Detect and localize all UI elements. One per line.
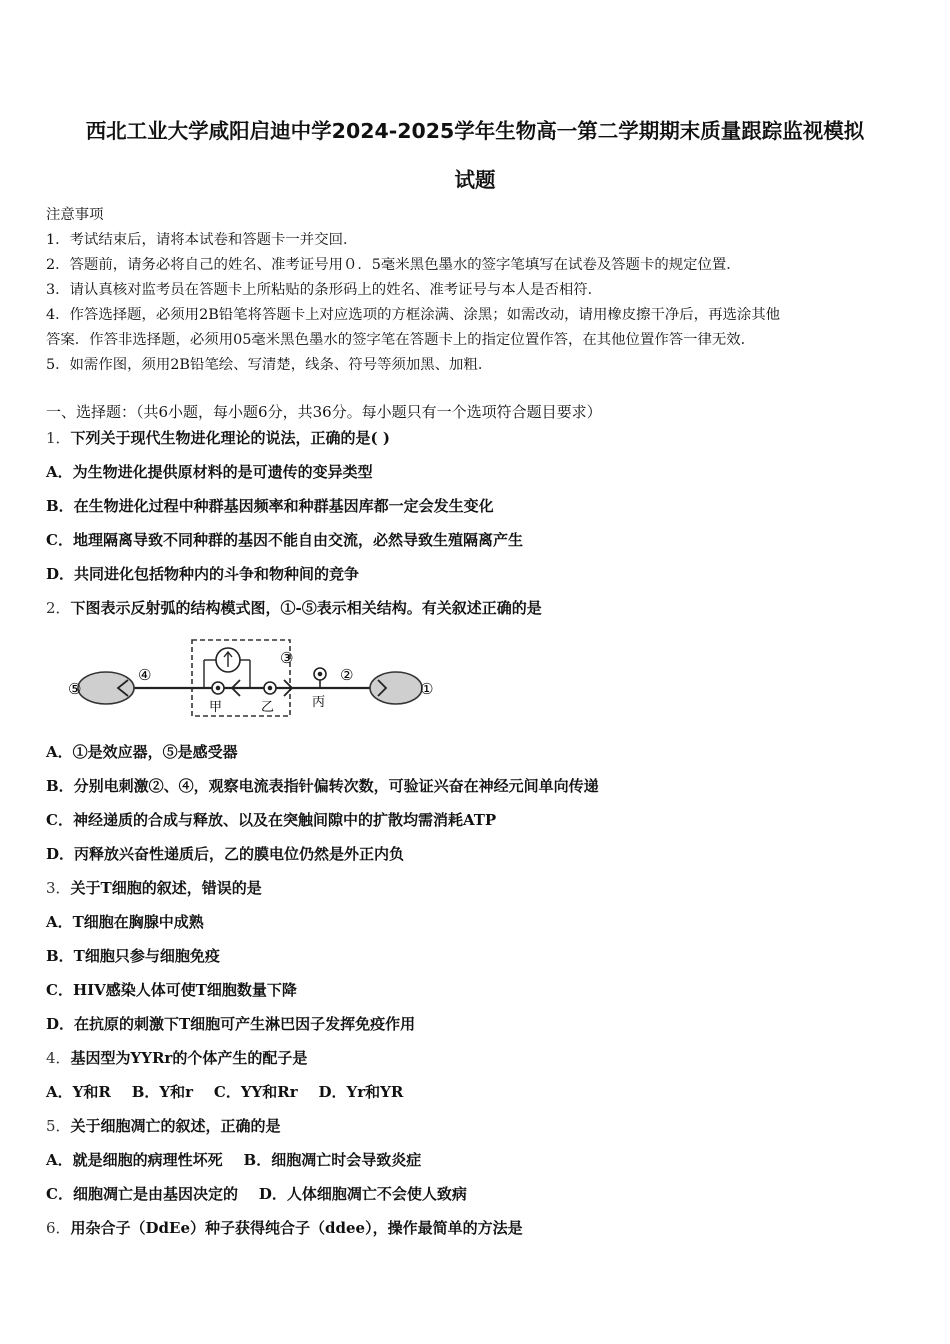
label-1: ① (420, 680, 434, 698)
q2-option-c: C．神经递质的合成与释放、以及在突触间隙中的扩散均需消耗ATP (46, 811, 497, 829)
question-number: 4． (46, 1049, 71, 1067)
label-yi: 乙 (261, 700, 275, 715)
question-2 (46, 597, 542, 618)
q3-option-d: D．在抗原的刺激下T细胞可产生淋巴因子发挥免疫作用 (46, 1015, 416, 1033)
question-number: 2． (46, 599, 71, 617)
q1-option-b: B．在生物进化过程中种群基因频率和种群基因库都一定会发生变化 (46, 497, 494, 515)
question-6 (46, 1217, 523, 1238)
question-5 (46, 1115, 281, 1136)
exam-title-line2: 试题 (454, 168, 496, 192)
question-3 (46, 877, 262, 898)
question-stem: 关于细胞凋亡的叙述，正确的是 (70, 1117, 281, 1135)
q5-options-ab: A．就是细胞的病理性坏死 B．细胞凋亡时会导致炎症 (46, 1151, 422, 1169)
note-item-4-continued: 答案．作答非选择题，必须用05毫米黑色墨水的签字笔在答题卡上的指定位置作答，在其他位置作答一律无效． (46, 332, 756, 348)
q5-options-cd: C．细胞凋亡是由基因决定的 D．人体细胞凋亡不会使人致病 (46, 1185, 467, 1203)
question-number: 6． (46, 1219, 71, 1237)
question-1 (46, 427, 390, 448)
label-2: ② (340, 666, 354, 684)
q4-options: A．Y和R B．Y和r C．YY和Rr D．Yr和YR (46, 1083, 404, 1101)
note-item-2: 2．答题前，请务必将自己的姓名、准考证号用０．5毫米黑色墨水的签字笔填写在试卷及答题卡的规定位置． (46, 257, 741, 273)
q3-option-c: C．HIV感染人体可使T细胞数量下降 (46, 981, 297, 999)
label-3: ③ (280, 649, 294, 667)
question-stem: 下图表示反射弧的结构模式图，①-⑤表示相关结构。有关叙述正确的是 (70, 599, 542, 617)
note-item-3: 3．请认真核对监考员在答题卡上所粘贴的条形码上的姓名、准考证号与本人是否相符． (46, 282, 603, 298)
question-stem: 用杂合子（DdEe）种子获得纯合子（ddee），操作最简单的方法是 (70, 1219, 523, 1237)
question-stem: 关于T细胞的叙述，错误的是 (70, 879, 262, 897)
question-4 (46, 1047, 307, 1068)
note-item-4: 4．作答选择题，必须用2B铅笔将答题卡上对应选项的方框涂满、涂黑；如需改动，请用橡皮擦干净后，再选涂其他 (46, 307, 781, 323)
note-item-5: 5．如需作图，须用2B铅笔绘、写清楚，线条、符号等须加黑、加粗． (46, 357, 493, 373)
label-jia: 甲 (209, 700, 223, 715)
exam-title-line1: 西北工业大学咸阳启迪中学2024-2025学年生物高一第二学期期末质量跟踪监视模拟 (85, 119, 865, 143)
organ-5-ellipse (78, 672, 134, 704)
q1-option-c: C．地理隔离导致不同种群的基因不能自由交流，必然导致生殖隔离产生 (46, 531, 523, 549)
question-number: 5． (46, 1117, 71, 1135)
q2-option-d: D．丙释放兴奋性递质后，乙的膜电位仍然是外正内负 (46, 845, 405, 863)
reflex-arc-diagram (56, 636, 446, 722)
cns-dashed-box (192, 640, 290, 716)
question-stem: 基因型为YYRr的个体产生的配子是 (70, 1049, 308, 1067)
q3-option-b: B．T细胞只参与细胞免疫 (46, 947, 220, 965)
question-number: 1． (46, 429, 71, 447)
q1-option-d: D．共同进化包括物种内的斗争和物种间的竞争 (46, 565, 360, 583)
label-4: ④ (138, 666, 152, 684)
question-number: 3． (46, 879, 71, 897)
label-bing: 丙 (312, 695, 326, 710)
organ-1-ellipse (370, 672, 422, 704)
label-5: ⑤ (68, 680, 82, 698)
q2-option-b: B．分别电刺激②、④，观察电流表指针偏转次数，可验证兴奋在神经元间单向传递 (46, 777, 599, 795)
q2-option-a: A．①是效应器，⑤是感受器 (46, 743, 238, 761)
section-heading: 一、选择题：（共6小题，每小题6分，共36分。每小题只有一个选项符合题目要求） (46, 403, 602, 421)
note-item-1: 1．考试结束后，请将本试卷和答题卡一并交回． (46, 232, 358, 248)
q3-option-a: A．T细胞在胸腺中成熟 (46, 913, 204, 931)
notes-heading: 注意事项 (46, 207, 104, 223)
question-stem: 下列关于现代生物进化理论的说法，正确的是( ) (70, 429, 390, 447)
q1-option-a: A．为生物进化提供原材料的是可遗传的变异类型 (46, 463, 373, 481)
